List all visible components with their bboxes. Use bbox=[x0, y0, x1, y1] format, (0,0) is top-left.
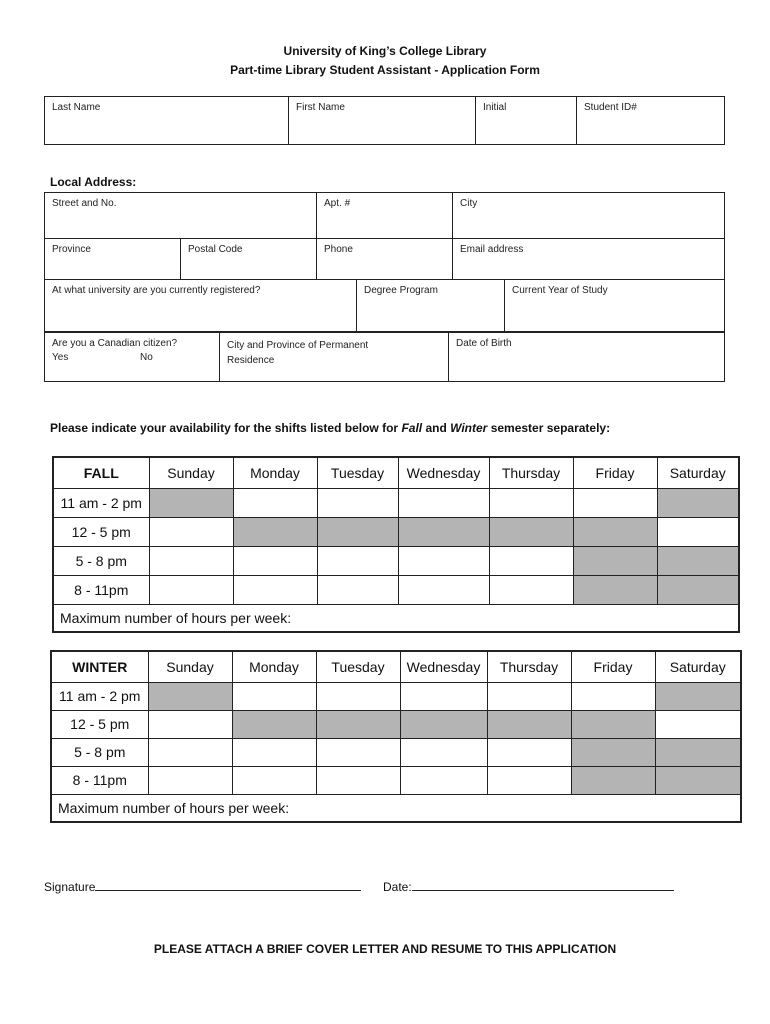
unavailable-cell bbox=[573, 546, 657, 575]
availability-cell[interactable] bbox=[487, 738, 571, 766]
availability-cell[interactable] bbox=[232, 738, 316, 766]
year-of-study-field[interactable]: Current Year of Study bbox=[505, 280, 725, 332]
availability-cell[interactable] bbox=[655, 710, 741, 738]
form-subtitle: Part-time Library Student Assistant - Application Form bbox=[230, 63, 540, 77]
availability-cell[interactable] bbox=[149, 575, 233, 604]
winter-schedule-table bbox=[50, 650, 742, 823]
unavailable-cell bbox=[657, 488, 739, 517]
unavailable-cell bbox=[316, 710, 400, 738]
availability-cell[interactable] bbox=[398, 488, 489, 517]
shift-label: 8 - 11pm bbox=[51, 766, 148, 794]
citizenship-table bbox=[44, 332, 725, 382]
first-name-field[interactable]: First Name bbox=[289, 97, 476, 145]
availability-cell[interactable] bbox=[148, 738, 232, 766]
unavailable-cell bbox=[489, 517, 573, 546]
student-id-field[interactable]: Student ID# bbox=[577, 97, 725, 145]
fall-label: FALL bbox=[53, 457, 149, 488]
day-header: Monday bbox=[233, 457, 317, 488]
date-line bbox=[412, 878, 674, 891]
citizen-field[interactable] bbox=[45, 333, 220, 382]
fall-schedule-table bbox=[52, 456, 740, 633]
unavailable-cell bbox=[232, 710, 316, 738]
name-table bbox=[44, 96, 725, 145]
initial-field[interactable]: Initial bbox=[476, 97, 577, 145]
email-field[interactable]: Email address bbox=[453, 239, 725, 280]
availability-cell[interactable] bbox=[487, 766, 571, 794]
availability-cell[interactable] bbox=[398, 546, 489, 575]
shift-label: 12 - 5 pm bbox=[51, 710, 148, 738]
availability-cell[interactable] bbox=[489, 546, 573, 575]
citizen-yes-option[interactable]: Yes bbox=[52, 352, 69, 363]
availability-cell[interactable] bbox=[398, 575, 489, 604]
university-field[interactable]: At what university are you currently registered? bbox=[45, 280, 357, 332]
signature-line bbox=[95, 878, 361, 891]
shift-row bbox=[51, 738, 741, 766]
availability-cell[interactable] bbox=[317, 546, 398, 575]
shift-row bbox=[53, 517, 739, 546]
shift-label: 5 - 8 pm bbox=[51, 738, 148, 766]
day-header: Sunday bbox=[149, 457, 233, 488]
shift-row bbox=[53, 488, 739, 517]
availability-cell[interactable] bbox=[487, 682, 571, 710]
availability-cell[interactable] bbox=[657, 517, 739, 546]
availability-cell[interactable] bbox=[317, 488, 398, 517]
unavailable-cell bbox=[657, 546, 739, 575]
day-header: Sunday bbox=[148, 651, 232, 682]
degree-field[interactable]: Degree Program bbox=[357, 280, 505, 332]
date-of-birth-field[interactable]: Date of Birth bbox=[449, 333, 725, 382]
day-header: Tuesday bbox=[317, 457, 398, 488]
unavailable-cell bbox=[655, 682, 741, 710]
availability-cell[interactable] bbox=[316, 766, 400, 794]
availability-cell[interactable] bbox=[400, 682, 487, 710]
unavailable-cell bbox=[149, 488, 233, 517]
day-header: Saturday bbox=[657, 457, 739, 488]
day-header: Friday bbox=[571, 651, 655, 682]
winter-label: WINTER bbox=[51, 651, 148, 682]
shift-label: 12 - 5 pm bbox=[53, 517, 149, 546]
unavailable-cell bbox=[400, 710, 487, 738]
shift-label: 5 - 8 pm bbox=[53, 546, 149, 575]
day-header: Wednesday bbox=[400, 651, 487, 682]
availability-cell[interactable] bbox=[400, 738, 487, 766]
date-field[interactable]: Date: bbox=[383, 878, 674, 894]
availability-cell[interactable] bbox=[400, 766, 487, 794]
shift-row bbox=[51, 710, 741, 738]
university-table bbox=[44, 279, 725, 332]
citizen-no-option[interactable]: No bbox=[140, 352, 153, 363]
availability-instruction: Please indicate your availability for the shifts listed below for Fall and Winter semester separately: bbox=[50, 421, 611, 435]
unavailable-cell bbox=[573, 575, 657, 604]
apt-field[interactable]: Apt. # bbox=[317, 193, 453, 239]
unavailable-cell bbox=[487, 710, 571, 738]
availability-cell[interactable] bbox=[148, 766, 232, 794]
unavailable-cell bbox=[398, 517, 489, 546]
shift-label: 11 am - 2 pm bbox=[53, 488, 149, 517]
max-hours-field[interactable]: Maximum number of hours per week: bbox=[53, 604, 739, 632]
city-field[interactable]: City bbox=[453, 193, 725, 239]
street-field[interactable]: Street and No. bbox=[45, 193, 317, 239]
day-header: Thursday bbox=[489, 457, 573, 488]
unavailable-cell bbox=[655, 766, 741, 794]
availability-cell[interactable] bbox=[489, 488, 573, 517]
availability-cell[interactable] bbox=[148, 710, 232, 738]
postal-code-field[interactable]: Postal Code bbox=[181, 239, 317, 280]
province-field[interactable]: Province bbox=[45, 239, 181, 280]
availability-cell[interactable] bbox=[149, 546, 233, 575]
day-header: Tuesday bbox=[316, 651, 400, 682]
max-hours-field[interactable]: Maximum number of hours per week: bbox=[51, 794, 741, 822]
shift-label: 8 - 11pm bbox=[53, 575, 149, 604]
form-title: University of King’s College Library bbox=[283, 44, 487, 58]
shift-label: 11 am - 2 pm bbox=[51, 682, 148, 710]
unavailable-cell bbox=[233, 517, 317, 546]
availability-cell[interactable] bbox=[317, 575, 398, 604]
day-header: Saturday bbox=[655, 651, 741, 682]
availability-cell[interactable] bbox=[571, 682, 655, 710]
availability-cell[interactable] bbox=[573, 488, 657, 517]
footer-note: PLEASE ATTACH A BRIEF COVER LETTER AND RESUME TO THIS APPLICATION bbox=[153, 942, 617, 956]
last-name-field[interactable]: Last Name bbox=[45, 97, 289, 145]
availability-cell[interactable] bbox=[233, 546, 317, 575]
unavailable-cell bbox=[655, 738, 741, 766]
unavailable-cell bbox=[573, 517, 657, 546]
citizen-question: Are you a Canadian citizen? bbox=[52, 338, 178, 349]
availability-cell[interactable] bbox=[232, 682, 316, 710]
signature-field[interactable]: Signature bbox=[44, 878, 361, 894]
form-header bbox=[0, 42, 770, 80]
availability-cell[interactable] bbox=[316, 682, 400, 710]
phone-field[interactable]: Phone bbox=[317, 239, 453, 280]
availability-cell[interactable] bbox=[316, 738, 400, 766]
unavailable-cell bbox=[571, 766, 655, 794]
shift-row bbox=[53, 546, 739, 575]
local-address-heading: Local Address: bbox=[50, 175, 137, 189]
unavailable-cell bbox=[657, 575, 739, 604]
day-header: Friday bbox=[573, 457, 657, 488]
unavailable-cell bbox=[148, 682, 232, 710]
shift-row bbox=[51, 766, 741, 794]
unavailable-cell bbox=[571, 738, 655, 766]
day-header: Thursday bbox=[487, 651, 571, 682]
availability-cell[interactable] bbox=[489, 575, 573, 604]
shift-row bbox=[53, 575, 739, 604]
availability-cell[interactable] bbox=[233, 488, 317, 517]
availability-cell[interactable] bbox=[149, 517, 233, 546]
address-table bbox=[44, 192, 725, 280]
availability-cell[interactable] bbox=[233, 575, 317, 604]
unavailable-cell bbox=[317, 517, 398, 546]
shift-row bbox=[51, 682, 741, 710]
day-header: Monday bbox=[232, 651, 316, 682]
day-header: Wednesday bbox=[398, 457, 489, 488]
permanent-residence-field[interactable]: City and Province of Permanent Residence bbox=[220, 333, 449, 382]
unavailable-cell bbox=[571, 710, 655, 738]
availability-cell[interactable] bbox=[232, 766, 316, 794]
